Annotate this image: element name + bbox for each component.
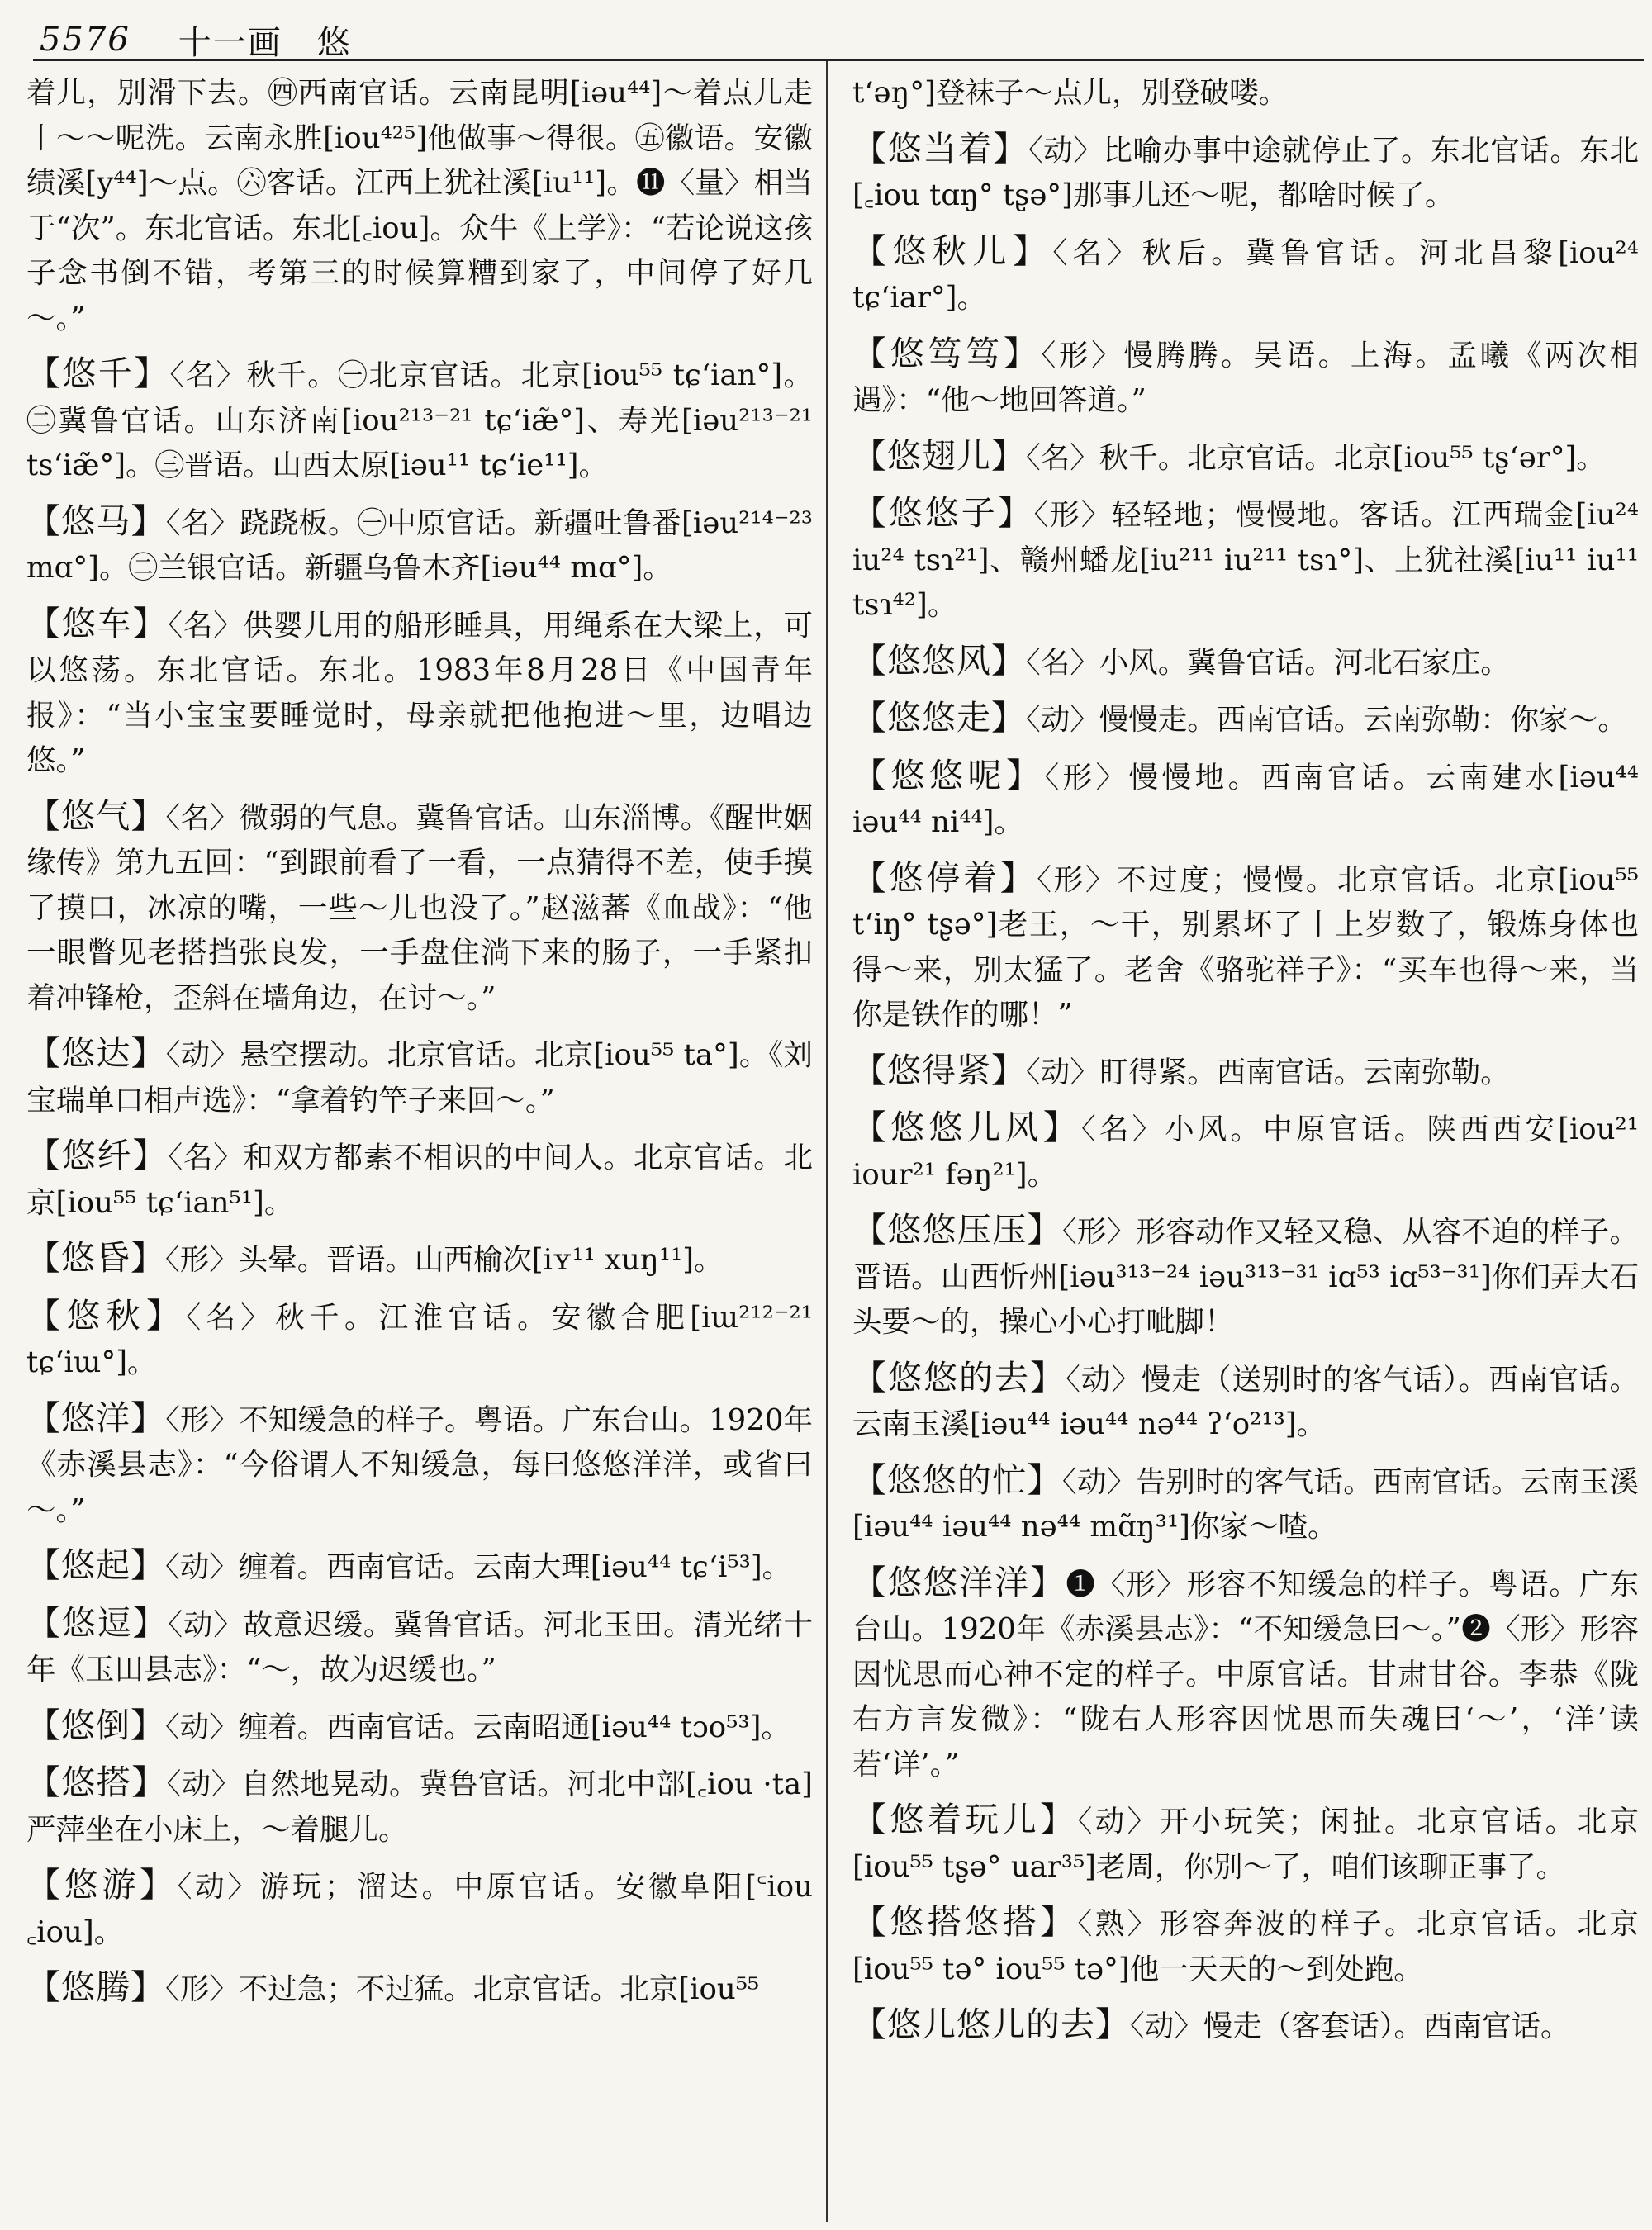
entry-headword: 【悠马】: [26, 501, 166, 541]
entry-headword: 【悠悠压压】: [852, 1210, 1062, 1250]
entry-headword: 【悠悠风】: [852, 640, 1026, 681]
entry-headword: 【悠游】: [26, 1865, 178, 1905]
dictionary-entry: [26, 1965, 813, 2013]
entry-headword: 【悠搭】: [26, 1763, 167, 1802]
entry-part-of-speech: 〈动〉: [1130, 2009, 1203, 2043]
entry-part-of-speech: 〈熟〉: [1077, 1907, 1160, 1941]
page-number: 5576: [40, 21, 131, 59]
entry-definition: 秋千。江淮官话。安徽合肥[iɯ²¹²⁻²¹ tɕ‘iɯ°]。: [26, 1300, 814, 1379]
dictionary-entry: [26, 601, 813, 784]
entry-definition: 跷跷板。㊀中原官话。新疆吐鲁番[iəu²¹⁴⁻²³ mɑ°]。㊁兰银官话。新疆乌鲁木齐[iəu⁴⁴ mɑ°]。: [26, 505, 813, 585]
entry-part-of-speech: 〈动〉: [165, 1038, 240, 1072]
dictionary-entry: [852, 1900, 1639, 1992]
entry-part-of-speech: 〈动〉: [1026, 1055, 1099, 1089]
entry-headword: 【悠翅儿】: [852, 435, 1026, 476]
entry-part-of-speech: 〈名〉: [1026, 645, 1099, 680]
entry-part-of-speech: 〈动〉: [177, 1870, 260, 1904]
entry-part-of-speech: 〈形〉: [165, 1402, 240, 1437]
entry-definition: 小风。冀鲁官话。河北石家庄。: [1099, 645, 1510, 680]
dictionary-entry: [852, 491, 1639, 629]
dictionary-entry: [26, 1760, 813, 1853]
entry-definition: 自然地晃动。冀鲁官话。河北中部[꜀iou ·ta]严萍坐在小床上，～着腿儿。: [26, 1767, 813, 1847]
entry-definition: 游玩；溜达。中原官话。安徽阜阳[꜂iou ꜀iou]。: [26, 1870, 813, 1949]
entry-headword: 【悠逗】: [26, 1602, 169, 1643]
dictionary-entry: [26, 1543, 813, 1591]
dictionary-entry: [26, 1133, 813, 1226]
dictionary-entry: [852, 695, 1639, 743]
entry-headword: 【悠着玩儿】: [852, 1800, 1078, 1839]
dictionary-entry: [852, 1105, 1639, 1198]
entry-definition: t‘əŋ°]登袜子～点儿，别登破喽。: [852, 76, 1289, 110]
entry-headword: 【悠车】: [26, 603, 169, 643]
entry-definition: 秋千。北京官话。北京[iou⁵⁵ tʂ‘ər°]。: [1099, 440, 1606, 475]
entry-part-of-speech: 〈动〉: [1061, 1464, 1137, 1499]
entry-part-of-speech: 〈形〉: [1033, 498, 1113, 532]
entry-headword: 【悠悠的忙】: [852, 1459, 1062, 1500]
entry-headword: 【悠秋儿】: [852, 230, 1053, 271]
dictionary-entry: [852, 1208, 1639, 1345]
entry-definition: 形容动作又轻又稳、从容不迫的样子。晋语。山西忻州[iəu³¹³⁻²⁴ iəu³¹³⁻³¹ iɑ⁵³ iɑ⁵³⁻³¹]你们弄大石头要～的，操心小心打呲脚！: [852, 1215, 1639, 1339]
entry-definition: 慢慢地。西南官话。云南建水[iəu⁴⁴ iəu⁴⁴ ni⁴⁴]。: [852, 760, 1640, 839]
dictionary-entry: [26, 1236, 813, 1283]
entry-definition: 开小玩笑；闲扯。北京官话。北京[iou⁵⁵ tʂə° uar³⁵]老周，你别～了，咱们该聊正事了。: [852, 1805, 1639, 1884]
entry-definition: 着儿，别滑下去。㊃西南官话。云南昆明[iəu⁴⁴]～着点儿走丨～～呢洗。云南永胜[iou⁴²⁵]他做事～得很。㊄徽语。安徽绩溪[y⁴⁴]～点。㊅客话。江西上犹社溪[iu¹¹]。⓫〈量〉相当于“次”。东北官话。东北[꜀iou]。众牛《上学》：“若论说这孩子念书倒不错，考第三的时候算糟到家了，中间停了好几～。”: [26, 76, 813, 335]
entry-headword: 【悠悠走】: [852, 698, 1026, 738]
left-column: [26, 71, 813, 2023]
dictionary-entry: [852, 331, 1639, 424]
entry-definition: 告别时的客气话。西南官话。云南玉溪[iəu⁴⁴ iəu⁴⁴ nə⁴⁴ mɑ̃ŋ³¹]你家～喳。: [852, 1464, 1639, 1544]
entry-headword: 【悠倒】: [26, 1705, 165, 1745]
entry-headword: 【悠搭悠搭】: [852, 1902, 1078, 1942]
entry-headword: 【悠达】: [26, 1033, 166, 1073]
entry-definition: 慢腾腾。吴语。上海。孟曦《两次相遇》：“他～地回答道。”: [852, 338, 1639, 417]
dictionary-entry: [852, 753, 1639, 846]
entry-definition: 悬空摆动。北京官话。北京[iou⁵⁵ ta°]。《刘宝瑞单口相声选》：“拿着钓竿子来回～。”: [26, 1038, 813, 1117]
entry-part-of-speech: 〈动〉: [1077, 1805, 1160, 1839]
dictionary-entry: [852, 2002, 1639, 2050]
entry-part-of-speech: 〈名〉: [1052, 235, 1142, 270]
entry-part-of-speech: 〈动〉: [1026, 703, 1099, 737]
entry-headword: 【悠悠的去】: [852, 1357, 1066, 1397]
dictionary-entry: [852, 1560, 1639, 1788]
entry-part-of-speech: 〈形〉: [165, 1243, 239, 1277]
header-rule: [33, 59, 1644, 61]
entry-part-of-speech: 〈名〉: [165, 800, 240, 835]
entry-headword: 【悠起】: [26, 1545, 165, 1585]
dictionary-entry: [852, 126, 1639, 219]
entry-definition: 轻轻地；慢慢地。客话。江西瑞金[iu²⁴ iu²⁴ tsɿ²¹]、赣州蟠龙[iu²¹¹ iu²¹¹ tsɿ°]、上犹社溪[iu¹¹ iu¹¹ tsɿ⁴²]。: [852, 498, 1639, 622]
entry-headword: 【悠停着】: [852, 857, 1037, 898]
entry-headword: 【悠昏】: [26, 1238, 165, 1278]
entry-part-of-speech: 〈动〉: [165, 1550, 239, 1584]
entry-definition: 盯得紧。西南官话。云南弥勒。: [1099, 1055, 1510, 1089]
header-title: 十一画 悠: [178, 23, 352, 62]
entry-definition: 故意迟缓。冀鲁官话。河北玉田。清光绪十年《玉田县志》：“～，故为迟缓也。”: [26, 1607, 813, 1687]
entry-definition: 慢走（客套话）。西南官话。: [1203, 2009, 1570, 2043]
entry-definition: 慢慢走。西南官话。云南弥勒：你家～。: [1099, 703, 1627, 737]
entry-headword: 【悠当着】: [852, 128, 1028, 168]
entry-definition: 小风。中原官话。陕西西安[iou²¹ iour²¹ fəŋ²¹]。: [852, 1113, 1639, 1192]
entry-definition: 秋千。㊀北京官话。北京[iou⁵⁵ tɕ‘ian°]。㊁冀鲁官话。山东济南[iou²¹³⁻²¹ tɕ‘iæ̃°]、寿光[iəu²¹³⁻²¹ ts‘iæ̃°]。㊂晋语。山西太原[iəu¹¹ tɕ‘ie¹¹]。: [26, 358, 813, 482]
column-divider: [826, 61, 828, 2222]
dictionary-entry: [852, 638, 1639, 686]
dictionary-entry: [26, 1293, 813, 1386]
entry-definition: 秋后。冀鲁官话。河北昌黎[iou²⁴ tɕ‘iar°]。: [852, 235, 1639, 315]
entry-headword: 【悠笃笃】: [852, 333, 1042, 373]
dictionary-entry: [26, 1396, 813, 1534]
dictionary-entry: [852, 1797, 1639, 1890]
entry-definition: 慢走（送别时的客气话）。西南官话。云南玉溪[iəu⁴⁴ iəu⁴⁴ nə⁴⁴ ʔ‘o²¹³]。: [852, 1362, 1639, 1441]
entry-part-of-speech: 〈动〉: [165, 1710, 239, 1744]
entry-definition: 头晕。晋语。山西榆次[iʏ¹¹ xuŋ¹¹]。: [238, 1243, 724, 1277]
entry-definition: 不过急；不过猛。北京官话。北京[iou⁵⁵: [238, 1972, 760, 2006]
dictionary-entry: [26, 351, 813, 489]
dictionary-entry: [26, 1703, 813, 1751]
dictionary-entry: [852, 1458, 1639, 1550]
entry-part-of-speech: 〈动〉: [166, 1767, 241, 1801]
entry-definition: 不知缓急的样子。粤语。广东台山。1920年《赤溪县志》：“今俗谓人不知缓急，每曰悠悠洋洋，或省曰～。”: [26, 1402, 813, 1527]
entry-part-of-speech: 〈动〉: [168, 1607, 244, 1642]
entry-definition: 微弱的气息。冀鲁官话。山东淄博。《醒世姻缘传》第九五回：“到跟前看了一看，一点猜得不差，使手摸了摸口，冰凉的嘴，一些～儿也没了。”赵滋蕃《血战》：“他一眼瞥见老搭挡张良发，一手盘住淌下来的肠子，一手紧扣着冲锋枪，歪斜在墙角边，在讨～。”: [26, 800, 813, 1015]
entry-headword: 【悠秋】: [26, 1295, 187, 1336]
entry-part-of-speech: 〈名〉: [168, 608, 244, 643]
entry-part-of-speech: 〈形〉: [1037, 862, 1117, 897]
entry-part-of-speech: 〈动〉: [1028, 133, 1104, 168]
entry-definition: 缠着。西南官话。云南昭通[iəu⁴⁴ tɔo⁵³]。: [238, 1710, 790, 1744]
entry-headword: 【悠悠子】: [852, 493, 1034, 533]
entry-part-of-speech: 〈形〉: [1061, 1215, 1137, 1249]
entry-headword: 【悠气】: [26, 795, 166, 836]
entry-part-of-speech: 〈名〉: [168, 1141, 244, 1174]
entry-headword: 【悠悠洋洋】: [852, 1562, 1066, 1602]
entry-definition: 形容奔波的样子。北京官话。北京[iou⁵⁵ tə° iou⁵⁵ tə°]他一天天的～到处跑。: [852, 1907, 1639, 1986]
dictionary-entry: [852, 856, 1639, 1038]
entry-headword: 【悠洋】: [26, 1397, 166, 1438]
entry-definition: 不过度；慢慢。北京官话。北京[iou⁵⁵ t‘iŋ° tʂə°]老王，～干，别累坏了丨上岁数了，锻炼身体也得～来，别太猛了。老舍《骆驼祥子》：“买车也得～来，当你是铁作的哪！”: [852, 862, 1640, 1032]
dictionary-entry: [26, 1862, 813, 1955]
dictionary-entry: [852, 71, 1639, 116]
right-column: [852, 71, 1639, 2060]
entry-headword: 【悠千】: [26, 353, 170, 393]
entry-part-of-speech: 〈形〉: [1044, 760, 1129, 795]
entry-headword: 【悠悠呢】: [852, 755, 1045, 795]
dictionary-entry: [852, 1048, 1639, 1096]
entry-part-of-speech: 〈形〉: [1041, 338, 1124, 372]
dictionary-entry: [852, 229, 1639, 321]
entry-headword: 【悠儿悠儿的去】: [852, 2005, 1130, 2044]
dictionary-entry: [26, 794, 813, 1022]
entry-definition: 比喻办事中途就停止了。东北官话。东北[꜀iou tɑŋ° tʂə°]那事儿还～呢，都啥时候了。: [852, 133, 1639, 212]
dictionary-entry: [26, 1601, 813, 1693]
entry-part-of-speech: 〈名〉: [186, 1300, 276, 1335]
entry-definition: 供婴儿用的船形睡具，用绳系在大梁上，可以悠荡。东北官话。东北。1983年8月28日《中国青年报》：“当小宝宝要睡觉时，母亲就把他抱进～里，边唱边悠。”: [26, 608, 813, 777]
entry-headword: 【悠得紧】: [852, 1050, 1026, 1090]
entry-definition: 和双方都素不相识的中间人。北京官话。北京[iou⁵⁵ tɕ‘ian⁵¹]。: [26, 1141, 813, 1220]
entry-headword: 【悠纤】: [26, 1136, 169, 1175]
dictionary-entry: [26, 71, 813, 341]
entry-part-of-speech: 〈名〉: [1080, 1113, 1165, 1146]
dictionary-entry: [26, 1031, 813, 1123]
entry-part-of-speech: 〈动〉: [1066, 1362, 1142, 1397]
entry-part-of-speech: 〈名〉: [165, 505, 240, 540]
page-header: [40, 15, 352, 64]
entry-definition: ❶〈形〉形容不知缓急的样子。粤语。广东台山。1920年《赤溪县志》：“不知缓急曰～。”❷〈形〉形容因忧思而心神不定的样子。中原官话。甘肃甘谷。李恭《陇右方言发微》：“陇右人形容因忧思而失魂曰‘～’，‘洋’读若‘详’。”: [852, 1567, 1639, 1782]
entry-headword: 【悠腾】: [26, 1967, 165, 2007]
entry-part-of-speech: 〈名〉: [1026, 440, 1099, 475]
entry-headword: 【悠悠儿风】: [852, 1108, 1081, 1147]
entry-part-of-speech: 〈名〉: [169, 358, 247, 392]
dictionary-entry: [26, 499, 813, 591]
entry-part-of-speech: 〈形〉: [165, 1972, 239, 2006]
entry-definition: 缠着。西南官话。云南大理[iəu⁴⁴ tɕ‘i⁵³]。: [238, 1550, 792, 1584]
dictionary-entry: [852, 1355, 1639, 1448]
dictionary-entry: [852, 434, 1639, 482]
